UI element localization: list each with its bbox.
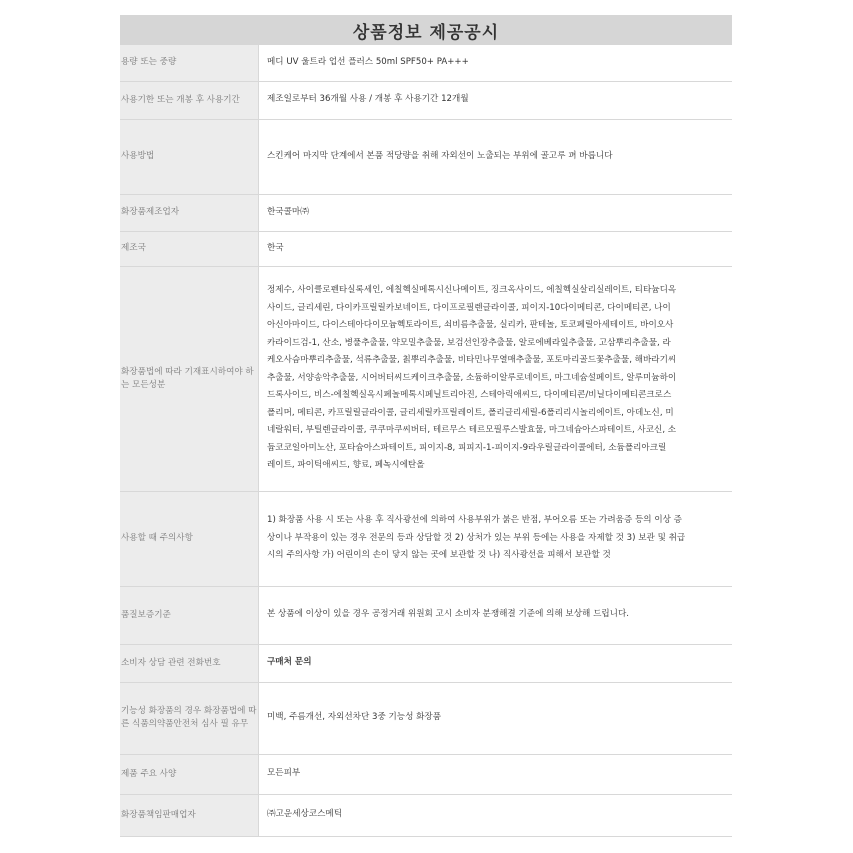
table-row: [120, 266, 732, 491]
caution-value: [259, 491, 733, 586]
table-row: [120, 81, 732, 119]
row-value: 본 상품에 이상이 있을 경우 공정거래 위원회 고시 소비자 분쟁해결 기준에 의해 보상해 드립니다.: [259, 586, 733, 644]
row-value: 메디 UV 울트라 업선 플러스 50ml SPF50+ PA+++: [259, 45, 733, 81]
caution-line: 시의 주의사항 가) 어린이의 손이 닿지 않는 곳에 보관할 것 나) 직사광선을 피해서 보관할 것: [267, 550, 611, 561]
table-row: [120, 491, 732, 586]
row-label: 사용기한 또는 개봉 후 사용기간: [120, 81, 259, 119]
row-label: 품질보증기준: [120, 586, 259, 644]
ingredients-line: 듐코코일아미노산, 포타슘아스파테이트, 피이지-8, 피피지-1-피이지-9라우릴글라이콜에터, 소듐폴리아크릴: [267, 442, 667, 453]
row-value: 미백, 주름개선, 자외선차단 3중 기능성 화장품: [259, 682, 733, 754]
row-value: 스킨케어 마지막 단계에서 본품 적당량을 취해 자외선이 노출되는 부위에 골고루 펴 바릅니다: [259, 119, 733, 194]
product-info-table: [120, 45, 732, 837]
ingredients-value: [259, 266, 733, 491]
ingredients-line: 추출물, 서양송악추출물, 시어버터씨드케이크추출물, 소듐하이알루로네이트, 마그네슘설페이트, 알루미늄하이: [267, 372, 677, 383]
caution-line: 상이나 부작용이 있는 경우 전문의 등과 상담할 것 2) 상처가 있는 부위 등에는 사용을 자제할 것 3) 보관 및 취급: [267, 532, 686, 543]
table-row: [120, 119, 732, 194]
ingredients-line: 레이트, 파이틱애씨드, 향료, 페녹시에탄올: [267, 460, 425, 471]
row-label: 기능성 화장품의 경우 화장품법에 따른 식품의약품안전처 심사 필 유무: [120, 682, 259, 754]
ingredients-line: 카라이드검-1, 산소, 병풀추출물, 약모밀추출물, 보검선인장추출물, 알로에베라잎추출물, 고삼뿌리추출물, 라: [267, 337, 671, 348]
row-value: 한국콜마㈜: [259, 194, 733, 231]
row-label: 소비자 상담 관련 전화번호: [120, 644, 259, 682]
page-title: 상품정보 제공공시: [120, 15, 732, 45]
table-row: [120, 45, 732, 81]
row-label: 제품 주요 사양: [120, 754, 259, 794]
row-label: 사용할 때 주의사항: [120, 491, 259, 586]
product-info-sheet: [120, 15, 732, 837]
row-label: 제조국: [120, 231, 259, 266]
row-value: 한국: [259, 231, 733, 266]
row-value: 구매처 문의: [259, 644, 733, 682]
row-label: 화장품제조업자: [120, 194, 259, 231]
table-row: [120, 194, 732, 231]
table-row: [120, 644, 732, 682]
table-row: [120, 754, 732, 794]
caution-line: 1) 화장품 사용 시 또는 사용 후 직사광선에 의하여 사용부위가 붉은 반점, 부어오름 또는 가려움증 등의 이상 증: [267, 515, 682, 526]
ingredients-line: 정제수, 사이클로펜타실록세인, 에칠헥실메톡시신나메이트, 징크옥사이드, 에칠헥실살리실레이트, 티타늄디옥: [267, 285, 677, 296]
row-value: ㈜고운세상코스메틱: [259, 794, 733, 836]
ingredients-line: 사이드, 글리세린, 다이카프릴릴카보네이트, 다이프로필렌글라이콜, 피이지-10다이메티콘, 다이메티콘, 나이: [267, 302, 671, 313]
ingredients-line: 아신아마이드, 다이스테아다이모늄헥토라이트, 쇠비름추출물, 실리카, 판테놀, 토코페릴아세테이트, 바이오사: [267, 320, 674, 331]
row-value: 모든피부: [259, 754, 733, 794]
ingredients-line: 드록사이드, 비스-에칠헥실옥시페놀메톡시페닐트리아진, 스테아릭애씨드, 다이메티콘/비닐다이메티콘크로스: [267, 390, 672, 401]
ingredients-line: 네랄워터, 부틸렌글라이콜, 쿠쿠마쿠씨버터, 테르무스 테르모필루스발효물, 마그네슘아스파테이트, 사코신, 소: [267, 425, 677, 436]
row-label: 화장품책임판매업자: [120, 794, 259, 836]
table-row: [120, 794, 732, 836]
table-row: [120, 682, 732, 754]
row-label: 용량 또는 중량: [120, 45, 259, 81]
row-value: 제조일로부터 36개월 사용 / 개봉 후 사용기간 12개월: [259, 81, 733, 119]
row-label: 사용방법: [120, 119, 259, 194]
table-row: [120, 231, 732, 266]
table-row: [120, 586, 732, 644]
ingredients-line: 폴리머, 메티콘, 카프릴릴글라이콜, 글리세릴카프릴레이트, 폴리글리세릴-6폴리리시놀리에이트, 아데노신, 미: [267, 407, 674, 418]
row-label: 화장품법에 따라 기재표시하여야 하는 모든성분: [120, 266, 259, 491]
ingredients-line: 케오사슴마뿌리추출물, 석류추출물, 칡뿌리추출물, 비타민나무열매추출물, 포토마리골드꽃추출물, 해바라기씨: [267, 355, 677, 366]
